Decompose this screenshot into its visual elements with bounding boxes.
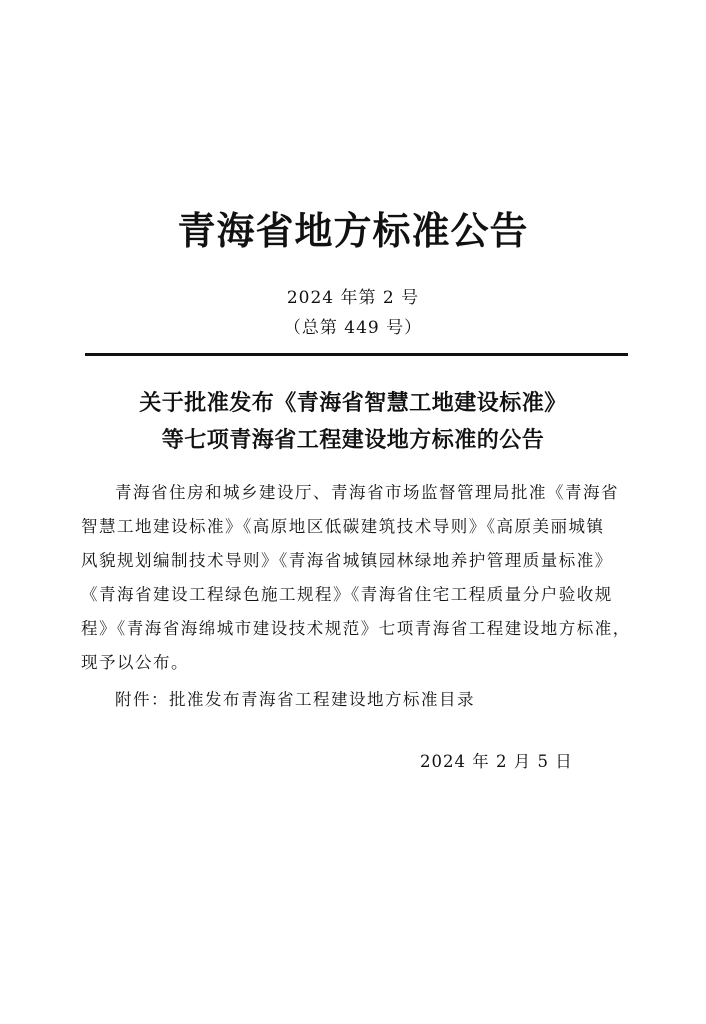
issue-date: 2024 年 2 月 5 日 xyxy=(420,752,573,771)
body-line-1: 青海省住房和城乡建设厅、青海省市场监督管理局批准《青海省 xyxy=(115,483,619,502)
body-line-2: 智慧工地建设标准》《高原地区低碳建筑技术导则》《高原美丽城镇 xyxy=(81,517,605,536)
attachment-line: 附件：批准发布青海省工程建设地方标准目录 xyxy=(115,690,475,709)
notice-title-line-1: 关于批准发布《青海省智慧工地建设标准》 xyxy=(139,390,567,416)
notice-title-line-2: 等七项青海省工程建设地方标准的公告 xyxy=(161,427,545,453)
body-line-4: 《青海省建设工程绿色施工规程》《青海省住宅工程质量分户验收规 xyxy=(81,585,613,604)
body-line-5: 程》《青海省海绵城市建设技术规范》七项青海省工程建设地方标准， xyxy=(81,619,631,638)
total-issue-number: （总第 449 号） xyxy=(283,318,423,338)
body-line-6: 现予以公布。 xyxy=(81,653,189,672)
issue-number: 2024 年第 2 号 xyxy=(286,288,420,308)
announcement-title: 青海省地方标准公告 xyxy=(177,209,529,253)
body-line-3: 风貌规划编制技术导则》《青海省城镇园林绿地养护管理质量标准》 xyxy=(81,551,613,570)
header-divider xyxy=(85,353,628,356)
